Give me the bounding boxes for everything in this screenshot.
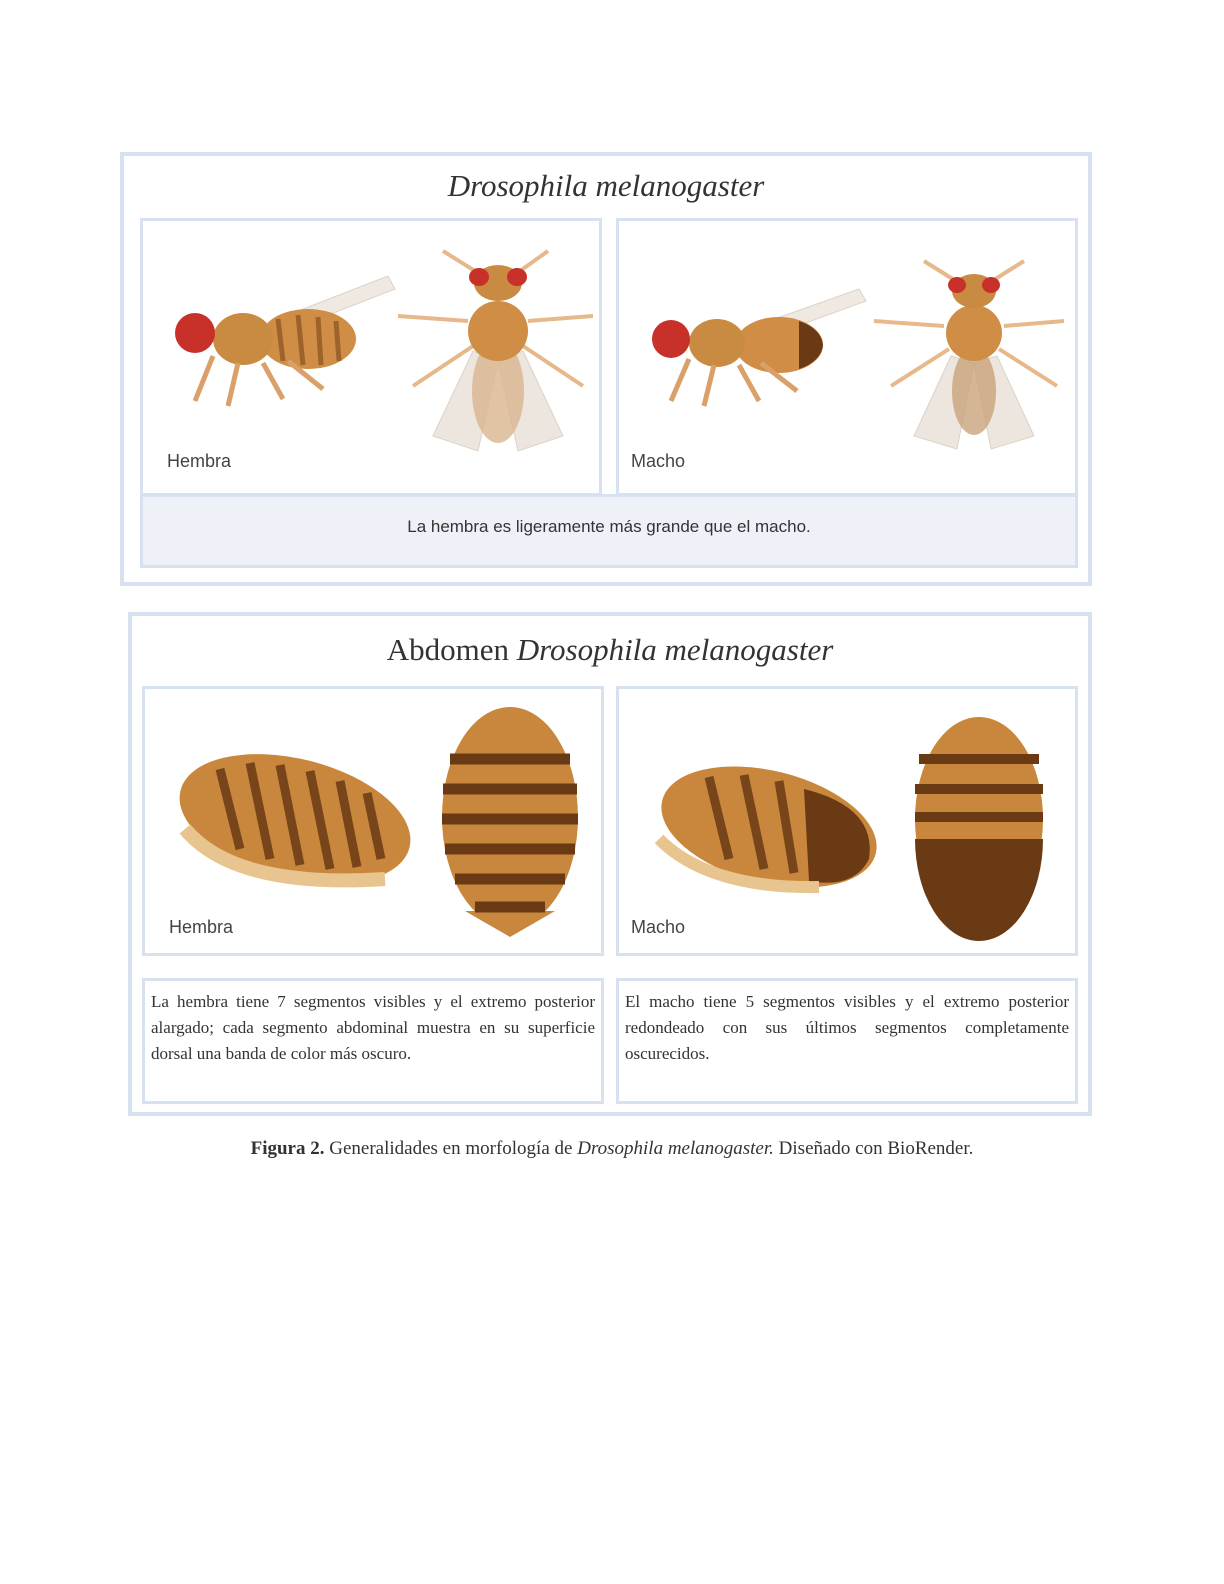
female-fly-side <box>175 276 395 406</box>
title-species: Drosophila melanogaster <box>516 632 834 667</box>
title-prefix: Abdomen <box>386 632 509 667</box>
caption-text-suffix: Diseñado con BioRender. <box>778 1138 974 1159</box>
male-label: Macho <box>631 917 686 937</box>
male-abdomen-cell <box>616 686 1078 956</box>
female-abdomen-side <box>166 732 424 906</box>
female-description: La hembra tiene 7 segmentos visibles y el extremo posterior alargado; cada segmento abdominal muestra en su superficie dorsal una banda de color más oscuro. <box>142 978 604 1104</box>
male-label: Macho <box>631 451 686 471</box>
female-abdomen-cell <box>142 686 604 956</box>
male-abdomen-illustration <box>619 689 1075 953</box>
female-label: Hembra <box>169 917 234 937</box>
flies-panel <box>120 152 1092 586</box>
caption-species: Drosophila melanogaster. <box>577 1138 774 1159</box>
male-abdomen-side <box>649 746 890 908</box>
female-fly-top <box>398 251 593 451</box>
female-abdomen-top <box>442 707 578 937</box>
female-abdomen-illustration <box>145 689 601 953</box>
male-fly-side <box>652 289 866 406</box>
figure-caption <box>150 1138 1074 1160</box>
female-label: Hembra <box>167 451 232 471</box>
male-fly-top <box>874 261 1064 449</box>
abdomen-panel <box>128 612 1092 1116</box>
male-fly-illustration <box>619 221 1075 491</box>
female-fly-cell <box>140 218 602 496</box>
size-note: La hembra es ligeramente más grande que el macho. <box>140 494 1078 568</box>
caption-text-prefix: Generalidades en morfología de <box>329 1138 573 1159</box>
male-description: El macho tiene 5 segmentos visibles y el extremo posterior redondeado con sus últimos segmentos completamente oscurecidos. <box>616 978 1078 1104</box>
panel-title: Drosophila melanogaster <box>447 168 765 203</box>
male-abdomen-top <box>915 717 1043 941</box>
male-fly-cell <box>616 218 1078 496</box>
caption-label: Figura 2. <box>250 1138 325 1159</box>
panel-title <box>132 632 1088 668</box>
